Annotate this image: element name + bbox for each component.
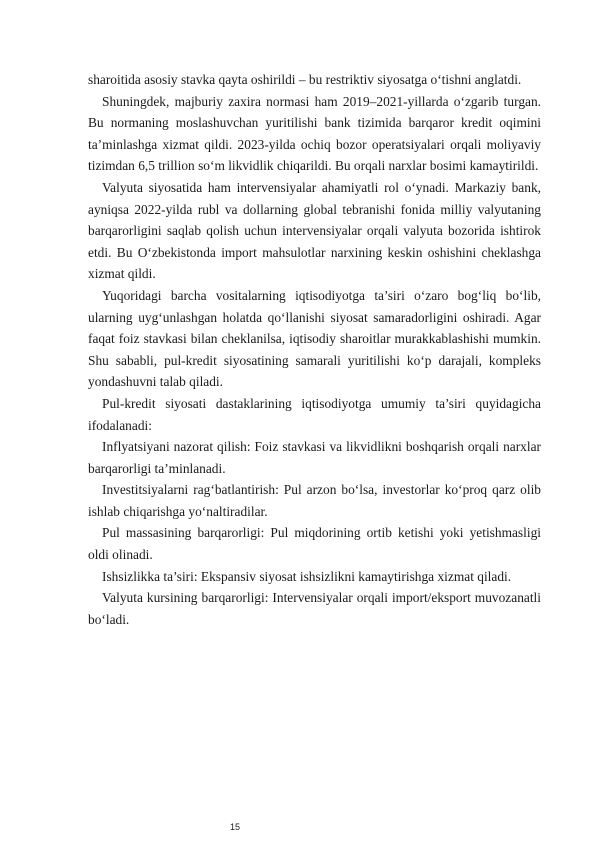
paragraph-instruments-impact: Yuqoridagi barcha vositalarning iqtisodiyotga ta’siri o‘zaro bog‘liq bo‘lib, ularning uyg‘unlashgan holatda qo‘llanishi siyosat samaradorligini oshiradi. Agar faqat foiz stavkasi bilan cheklanilsa, iqtisodiy sharoitlar murakkablashishi mumkin. Shu sababli, pul-kredit siyosatining samarali yuritilishi ko‘p darajali, kompleks yondashuvni talab qiladi. xyxy=(88,287,541,390)
paragraph-overall-effects-intro: Pul-kredit siyosati dastaklarining iqtisodiyotga umumiy ta’siri quyidagicha ifodalanadi: xyxy=(88,395,541,433)
paragraph-investment-stimulus: Investitsiyalarni rag‘batlantirish: Pul arzon bo‘lsa, investorlar ko‘proq qarz olib ishlab chiqarishga yo‘naltiradilar. xyxy=(88,482,541,519)
paragraph-reserve-requirement: Shuningdek, majburiy zaxira normasi ham 2019–2021-yillarda o‘zgarib turgan. Bu normaning moslashuvchan yuritilishi bank tizimida barqaror kredit oqimini ta’minlashga xizmat qildi. 2023-yilda ochiq bozor operatsiyalari orqali moliyaviy tizimdan 6,5 trillion so‘m likvidlik chiqarildi. Bu orqali narxlar bosimi kamaytirildi. xyxy=(88,93,541,174)
paragraph-currency-policy: Valyuta siyosatida ham intervensiyalar ahamiyatli rol o‘ynadi. Markaziy bank, ayniqsa 2022-yilda rubl va dollarning global tebranishi fonida milliy valyutaning barqarorligini saqlab qolish uchun intervensiyalar orqali valyuta bozorida ishtirok etdi. Bu O‘zbekistonda import mahsulotlar narxining keskin oshishini cheklashga xizmat qildi. xyxy=(88,179,541,282)
paragraph-inflation-control: Inflyatsiyani nazorat qilish: Foiz stavkasi va likvidlikni boshqarish orqali narxlar barqarorligi ta’minlanadi. xyxy=(88,439,541,476)
body-text xyxy=(88,69,541,630)
page-number: 15 xyxy=(230,822,241,832)
paragraph-unemployment-effect: Ishsizlikka ta’siri: Ekspansiv siyosat ishsizlikni kamaytirishga xizmat qiladi. xyxy=(102,568,512,584)
paragraph-continuation: sharoitida asosiy stavka qayta oshirildi – bu restriktiv siyosatga o‘tishni anglatdi. xyxy=(88,72,522,87)
paragraph-exchange-rate-stability: Valyuta kursining barqarorligi: Intervensiyalar orqali import/eksport muvozanatli bo‘ladi. xyxy=(88,590,541,627)
paragraph-money-supply-stability: Pul massasining barqarorligi: Pul miqdorining ortib ketishi yoki yetishmasligi oldi olinadi. xyxy=(88,525,541,563)
